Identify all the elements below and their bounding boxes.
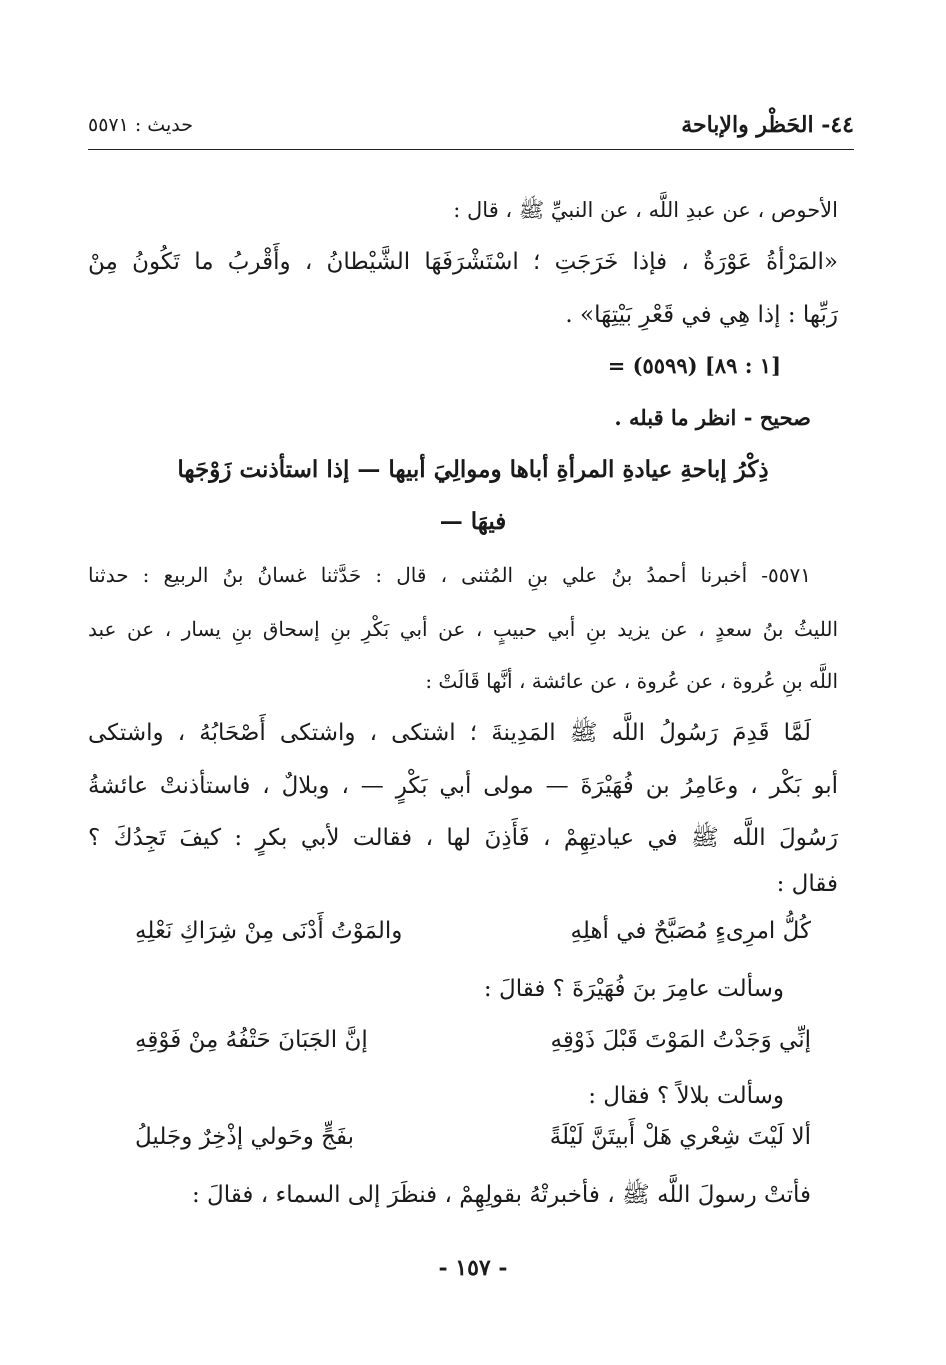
verse-2-first-hemistich: إنِّي وَجَدْتُ المَوْتَ قَبْلَ ذَوْقِهِ [550, 1027, 811, 1053]
hadith-number-label: حديث : ٥٥٧١ [88, 114, 193, 136]
question-line-2: وسألت عامِرَ بنَ فُهَيْرَةَ ؟ فقالَ : [483, 976, 784, 1002]
chapter-heading-continued: فيهَا — [439, 508, 507, 535]
chapter-title: ٤٤- الحَظْر والإباحة [681, 112, 854, 138]
cross-reference-text: = (٥٥٩٩) [١ : ٨٩] [607, 353, 781, 378]
running-header [88, 108, 854, 144]
header-divider [88, 149, 854, 150]
chapter-heading: ذِكْرُ إباحةِ عيادةِ المرأةِ أباها وموالِيَ أبيها — إذا استأذنت زَوْجَها [177, 456, 769, 483]
matn-line-3: رَسُولَ اللَّه ﷺ في عيادتِهِمْ ، فَأَذِنَ لها ، فقالت لأبي بكرٍ : كيفَ تَجِدُكَ ؟ [88, 825, 838, 851]
poetry-verse-2 [135, 1027, 811, 1067]
matn-line-1: لَمَّا قَدِمَ رَسُولُ اللَّه ﷺ المَدِينةَ ؛ اشتكى ، واشتكى أَصْحَابُهُ ، واشتكى [88, 720, 811, 746]
question-line-3: وسألت بلالاً ؟ فقال : [588, 1083, 784, 1109]
cross-reference [608, 353, 781, 378]
verse-3-first-hemistich: ألا لَيْتَ شِعْري هَلْ أَبيتَنَّ لَيْلَةً [549, 1124, 811, 1150]
text-line-2: «المَرْأةُ عَوْرَةٌ ، فإذا خَرَجَتِ ؛ اسْتَشْرَفَهَا الشَّيْطانُ ، وأَقْربُ ما تَكُونُ مِنْ [88, 249, 838, 275]
poetry-verse-1 [135, 918, 811, 958]
page-number: - ١٥٧ - [438, 1255, 508, 1281]
closing-line: فأتتْ رسولَ اللَّه ﷺ ، فأخبرتْهُ بقولِهِمْ ، فنظَرَ إلى السماء ، فقالَ : [191, 1182, 811, 1208]
verse-1-second-hemistich: والمَوْتُ أَدْنَى مِنْ شِرَاكِ نَعْلِهِ [135, 918, 403, 944]
text-line-1: الأحوص ، عن عبدِ اللَّه ، عن النبيِّ ﷺ ، قال : [453, 198, 838, 222]
matn-line-2: أبو بَكْر ، وعَامِرُ بن فُهَيْرَةَ — مولى أبي بَكْرٍ — ، وبلالٌ ، فاستأذنتْ عائشةُ [88, 773, 838, 799]
text-line-3: رَبِّها : إذا هِي في قَعْرِ بَيْتِهَا» . [565, 302, 838, 328]
isnad-line-2: الليثُ بنُ سعدٍ ، عن يزيد بنِ أبي حبيبٍ ، عن أبي بَكْرِ بنِ إسحاق بنِ يسار ، عن عبد [88, 617, 839, 641]
verse-3-second-hemistich: بفَجٍّ وحَولي إذْخِرٌ وجَليلُ [135, 1124, 355, 1150]
grading-line: صحيح - انظر ما قبله . [614, 405, 811, 430]
poetry-verse-3 [135, 1124, 811, 1164]
verse-1-first-hemistich: كُلُّ امرِىءٍ مُصَبَّحٌ في أهلِهِ [570, 918, 811, 944]
matn-line-4: فقال : [776, 871, 838, 897]
verse-2-second-hemistich: إنَّ الجَبَانَ حَتْفُهُ مِنْ فَوْقِهِ [135, 1027, 368, 1053]
isnad-line-1: ٥٥٧١- أخبرنا أحمدُ بنُ علي بنِ المُثنى ، قال : حَدَّثنا غسانُ بنُ الربيع : حدثنا [88, 563, 811, 587]
isnad-line-3: اللَّه بنِ عُروة ، عن عُروة ، عن عائشة ، أنَّها قَالَتْ : [425, 669, 838, 693]
